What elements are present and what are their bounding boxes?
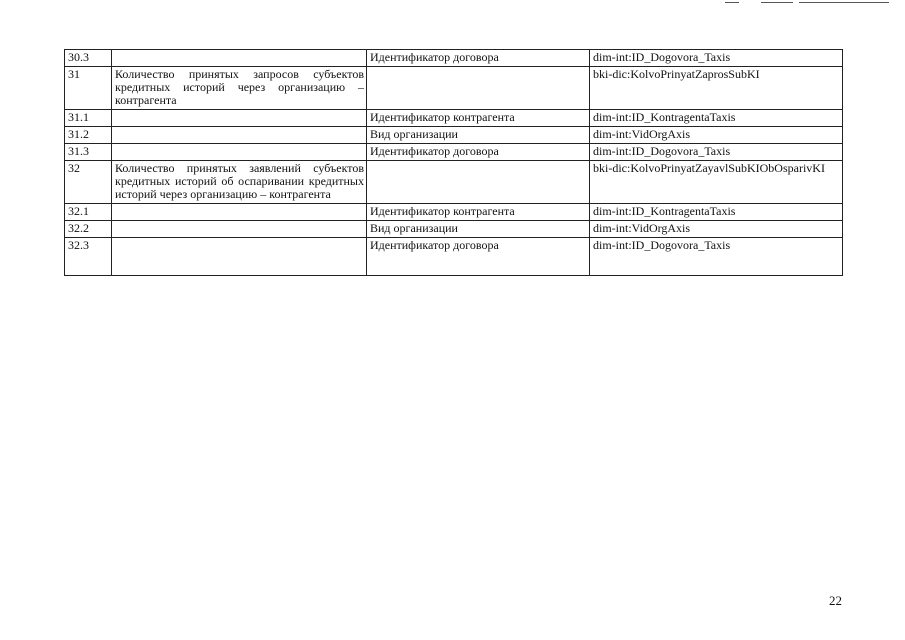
indicator-description [112,110,367,127]
taxonomy-element: dim-int:ID_Dogovora_Taxis [590,50,843,67]
table-row [65,50,843,67]
dimension-name: Идентификатор договора [367,50,590,67]
dimension-name [367,67,590,110]
table-row [65,144,843,161]
register-table [64,49,843,276]
table-row [65,110,843,127]
row-number: 32.3 [65,238,112,276]
dimension-name: Идентификатор договора [367,238,590,276]
taxonomy-element: dim-int:ID_Dogovora_Taxis [590,144,843,161]
dimension-name: Идентификатор договора [367,144,590,161]
dimension-name: Вид организации [367,221,590,238]
table-row [65,161,843,204]
indicator-description [112,144,367,161]
row-number: 31.1 [65,110,112,127]
taxonomy-element: dim-int:ID_KontragentaTaxis [590,110,843,127]
table-row [65,67,843,110]
taxonomy-element: bki-dic:KolvoPrinyatZaprosSubKI [590,67,843,110]
row-number: 32 [65,161,112,204]
taxonomy-element: dim-int:VidOrgAxis [590,127,843,144]
row-number: 32.2 [65,221,112,238]
row-number: 32.1 [65,204,112,221]
indicator-description [112,221,367,238]
table-row [65,238,843,276]
page-number: 22 [829,593,842,608]
dimension-name [367,161,590,204]
indicator-description [112,50,367,67]
row-number: 31 [65,67,112,110]
indicator-description [112,238,367,276]
taxonomy-element: dim-int:ID_Dogovora_Taxis [590,238,843,276]
dimension-name: Вид организации [367,127,590,144]
taxonomy-element: dim-int:ID_KontragentaTaxis [590,204,843,221]
indicator-description [112,127,367,144]
indicator-description: Количество принятых заявлений субъектов кредитных историй об оспаривании кредитных историй через организацию – контрагента [112,161,367,204]
table-row [65,204,843,221]
taxonomy-element: dim-int:VidOrgAxis [590,221,843,238]
indicator-description: Количество принятых запросов субъектов кредитных историй через организацию – контрагента [112,67,367,110]
table-row [65,127,843,144]
dimension-name: Идентификатор контрагента [367,110,590,127]
taxonomy-element: bki-dic:KolvoPrinyatZayavlSubKIObOsparivKI [590,161,843,204]
row-number: 30.3 [65,50,112,67]
indicator-description [112,204,367,221]
dimension-name: Идентификатор контрагента [367,204,590,221]
scan-edge-marks [725,0,895,8]
row-number: 31.2 [65,127,112,144]
row-number: 31.3 [65,144,112,161]
table-row [65,221,843,238]
